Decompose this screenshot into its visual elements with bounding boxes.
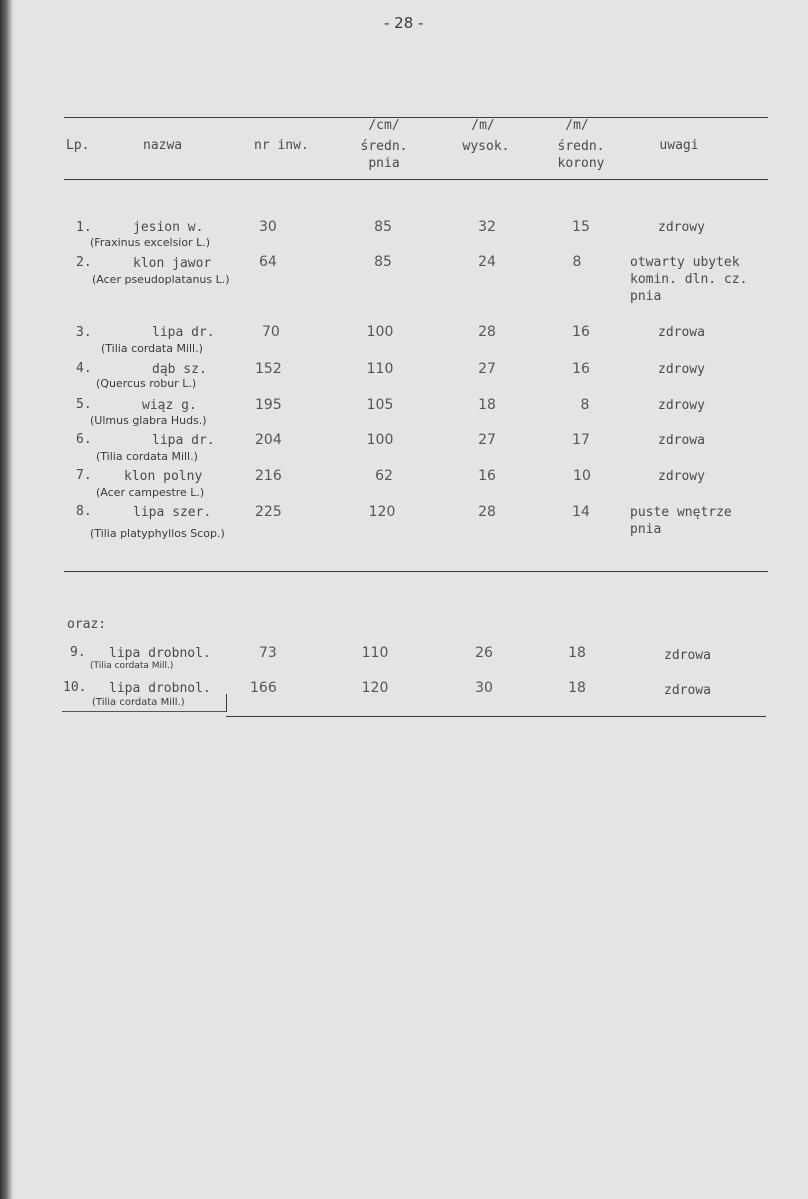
row-wysokosc: 24 [478, 254, 496, 270]
row-srednica-pnia: 105 [366, 397, 394, 413]
table-end-rule [64, 571, 768, 572]
row-lp: 9. [70, 645, 86, 660]
row-nazwa: klon polny [124, 469, 203, 484]
row-srednica-pnia: 120 [368, 504, 396, 520]
row-wysokosc: 18 [478, 397, 496, 413]
row-wysokosc: 27 [478, 361, 496, 377]
row-latin-name: (Tilia cordata Mill.) [101, 342, 203, 355]
row-latin-name: (Tilia cordata Mill.) [90, 661, 174, 671]
header-uwagi: uwagi [659, 138, 699, 153]
row-uwagi: zdrowa [658, 325, 705, 340]
row-nazwa: lipa dr. [152, 433, 215, 448]
row-wysokosc: 27 [478, 432, 496, 448]
row-nazwa: lipa drobnol. [109, 646, 211, 661]
row-latin-name: (Quercus robur L.) [96, 377, 197, 390]
row-wysokosc: 28 [478, 504, 496, 520]
row-lp: 2. [76, 255, 92, 270]
row-wysokosc: 16 [478, 468, 496, 484]
row-nr-inw: 216 [255, 468, 282, 484]
row-uwagi: zdrowy [658, 469, 705, 484]
row-wysokosc: 28 [478, 324, 496, 340]
row-nr-inw: 195 [255, 397, 282, 413]
row-srednica-korony: 18 [568, 680, 586, 696]
row-latin-name: (Acer pseudoplatanus L.) [92, 273, 230, 286]
row-uwagi: otwarty ubytek [630, 255, 740, 270]
row-uwagi: puste wnętrze [630, 505, 732, 520]
row-srednica-pnia: 100 [366, 432, 394, 448]
row-latin-name: (Acer campestre L.) [96, 486, 205, 499]
row-srednica-pnia: 85 [374, 219, 392, 235]
row-nazwa: lipa dr. [152, 325, 215, 340]
header-unit-m-korona: /m/ [565, 118, 589, 133]
row-srednica-korony: 8 [580, 397, 590, 413]
row-uwagi: zdrowy [658, 362, 705, 377]
row-nr-inw: 166 [250, 680, 277, 696]
row-nazwa: dąb sz. [152, 362, 207, 377]
row-srednica-pnia: 85 [374, 254, 392, 270]
row-nr-inw: 30 [259, 219, 277, 235]
row-srednica-pnia: 120 [361, 680, 389, 696]
row-uwagi: zdrowa [664, 683, 711, 698]
row-nazwa: wiąz g. [142, 398, 197, 413]
row-latin-name: (Tilia cordata Mill.) [96, 450, 198, 463]
row-srednica-korony: 10 [573, 468, 591, 484]
row-lp: 10. [63, 680, 87, 695]
row-latin-name: (Tilia cordata Mill.) [92, 697, 185, 708]
row-latin-name: (Ulmus glabra Huds.) [90, 414, 207, 427]
header-korona: średn. [557, 139, 605, 154]
row-srednica-pnia: 110 [366, 361, 394, 377]
row-srednica-korony: 14 [572, 504, 590, 520]
row-lp: 8. [76, 504, 92, 519]
header-srednica: średn. [360, 139, 408, 154]
header-korona-line2: korony [557, 156, 605, 171]
row-lp: 6. [76, 432, 92, 447]
header-nr-inw: nr inw. [254, 138, 309, 153]
row-nr-inw: 225 [255, 504, 282, 520]
oraz-label: oraz: [67, 617, 107, 632]
row-uwagi: komin. dln. cz. [630, 272, 748, 287]
header-unit-m-wysokosc: /m/ [471, 118, 495, 133]
binding-edge [0, 0, 14, 1199]
row-srednica-korony: 17 [572, 432, 590, 448]
row-nr-inw: 70 [262, 324, 280, 340]
row-uwagi: zdrowy [658, 220, 705, 235]
handwritten-underline [62, 711, 226, 712]
row-srednica-korony: 8 [572, 254, 582, 270]
row-lp: 1. [76, 220, 92, 235]
row-uwagi: pnia [630, 522, 662, 537]
row-srednica-korony: 15 [572, 219, 590, 235]
header-lp: Lp. [66, 138, 90, 153]
header-nazwa: nazwa [143, 138, 183, 153]
row-nazwa: klon jawor [133, 256, 212, 271]
final-rule [226, 716, 766, 717]
row-wysokosc: 32 [478, 219, 496, 235]
handwritten-bracket [224, 694, 227, 712]
row-uwagi: pnia [630, 289, 662, 304]
row-srednica-pnia: 62 [375, 468, 393, 484]
row-srednica-pnia: 110 [361, 645, 389, 661]
row-lp: 4. [76, 361, 92, 376]
header-wysokosc: wysok. [462, 139, 510, 154]
row-uwagi: zdrowa [664, 648, 711, 663]
row-srednica-korony: 18 [568, 645, 586, 661]
row-nr-inw: 73 [259, 645, 277, 661]
row-latin-name: (Tilia platyphyllos Scop.) [90, 527, 225, 540]
row-lp: 3. [76, 325, 92, 340]
row-wysokosc: 26 [475, 645, 493, 661]
row-nr-inw: 64 [259, 254, 277, 270]
row-nazwa: lipa drobnol. [109, 681, 211, 696]
page-number: - 28 - [384, 14, 424, 32]
row-uwagi: zdrowa [658, 433, 705, 448]
header-top-rule [64, 117, 768, 118]
header-bottom-rule [64, 179, 768, 180]
row-srednica-korony: 16 [572, 361, 590, 377]
row-lp: 5. [76, 397, 92, 412]
header-unit-cm: /cm/ [368, 118, 400, 133]
row-latin-name: (Fraxinus excelsior L.) [90, 236, 211, 249]
row-nazwa: jesion w. [133, 220, 204, 235]
row-wysokosc: 30 [475, 680, 493, 696]
row-srednica-pnia: 100 [366, 324, 394, 340]
row-uwagi: zdrowy [658, 398, 705, 413]
row-nr-inw: 204 [255, 432, 282, 448]
row-srednica-korony: 16 [572, 324, 590, 340]
row-nr-inw: 152 [255, 361, 282, 377]
row-nazwa: lipa szer. [133, 505, 212, 520]
row-lp: 7. [76, 468, 92, 483]
header-srednica-pnia: pnia [368, 156, 400, 171]
